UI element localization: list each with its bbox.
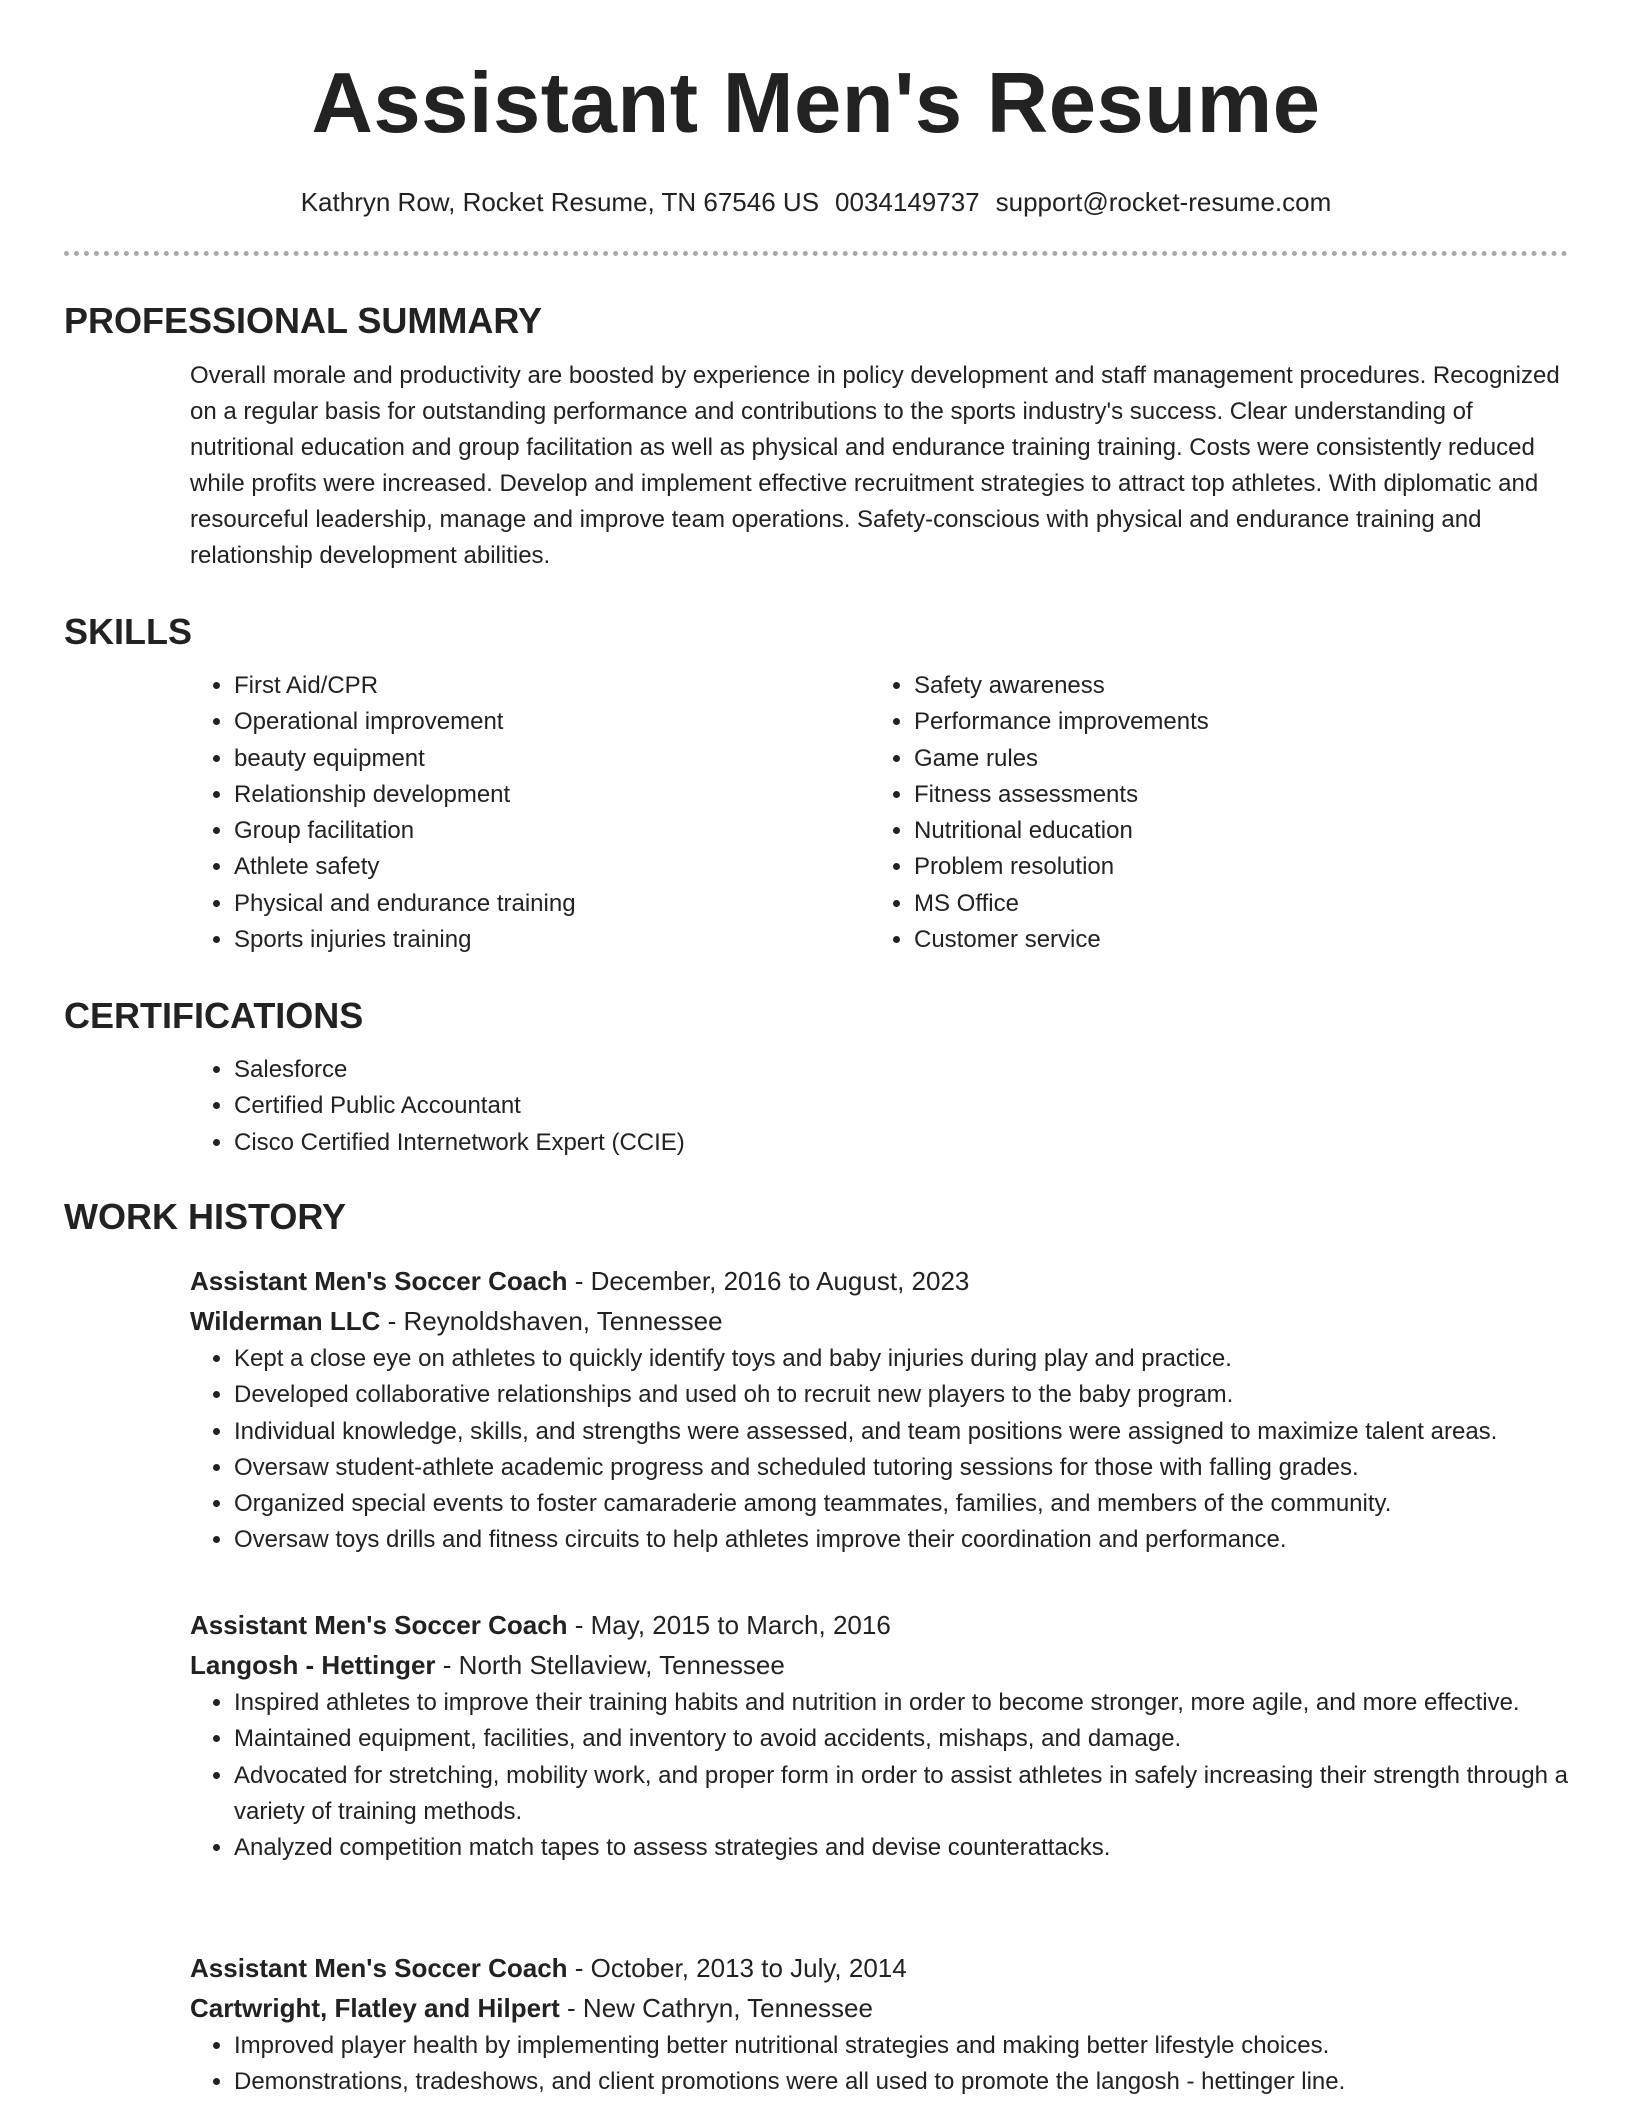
job-dates: - October, 2013 to July, 2014 bbox=[567, 1953, 907, 1983]
skill-item: • Group facilitation bbox=[234, 813, 870, 849]
skill-item: • MS Office bbox=[914, 886, 1550, 922]
job-bullet: • Advocated for stretching, mobility work, and proper form in order to assist athletes in safely increasing their strength through a variety of training methods. bbox=[234, 1758, 1568, 1831]
skill-item: • beauty equipment bbox=[234, 741, 870, 777]
job-title-line bbox=[190, 1948, 1568, 1988]
skills-section bbox=[64, 610, 1568, 958]
job-entry bbox=[190, 1605, 1568, 1866]
job-bullet: • Developed collaborative relationships and used oh to recruit new players to the baby program. bbox=[234, 1377, 1568, 1413]
skills-column-left bbox=[190, 668, 870, 958]
skills-grid bbox=[190, 668, 1568, 958]
job-bullet: • Analyzed competition match tapes to assess strategies and devise counterattacks. bbox=[234, 1830, 1568, 1866]
job-bullet: • Organized special events to foster camaraderie among teammates, families, and members of the community. bbox=[234, 1486, 1568, 1522]
skill-item: • Nutritional education bbox=[914, 813, 1550, 849]
job-entry bbox=[190, 1948, 1568, 2101]
skill-item: • Physical and endurance training bbox=[234, 886, 870, 922]
job-bullet: • Maintained equipment, facilities, and inventory to avoid accidents, mishaps, and damage. bbox=[234, 1721, 1568, 1757]
certification-item: • Certified Public Accountant bbox=[234, 1088, 1568, 1124]
skill-item: • Safety awareness bbox=[914, 668, 1550, 704]
job-title: Assistant Men's Soccer Coach bbox=[190, 1266, 568, 1296]
contact-address: Kathryn Row, Rocket Resume, TN 67546 US bbox=[300, 187, 820, 217]
job-title-line bbox=[190, 1605, 1568, 1645]
job-location: - North Stellaview, Tennessee bbox=[435, 1650, 785, 1680]
job-bullet: • Improved player health by implementing better nutritional strategies and making better lifestyle choices. bbox=[234, 2028, 1568, 2064]
job-company: Cartwright, Flatley and Hilpert bbox=[190, 1993, 560, 2023]
job-title: Assistant Men's Soccer Coach bbox=[190, 1610, 568, 1640]
summary-text: Overall morale and productivity are boosted by experience in policy development and staff management procedures. Recognized on a regular basis for outstanding performance and contributions to the sports industry's success. Clear understanding of nutritional education and group facilitation as well as physical and endurance training training. Costs were consistently reduced while profits were increased. Develop and implement effective recruitment strategies to attract top athletes. With diplomatic and resourceful leadership, manage and improve team operations. Safety-conscious with physical and endurance training and relationship development abilities. bbox=[190, 362, 1560, 569]
skill-item: • First Aid/CPR bbox=[234, 668, 870, 704]
skills-heading: SKILLS bbox=[64, 611, 193, 652]
contact-phone: 0034149737 bbox=[835, 187, 980, 217]
resume-title: Assistant Men's Resume bbox=[311, 56, 1321, 151]
job-dates: - December, 2016 to August, 2023 bbox=[567, 1266, 970, 1296]
skill-item: • Performance improvements bbox=[914, 704, 1550, 740]
header-divider bbox=[64, 251, 1568, 256]
job-title: Assistant Men's Soccer Coach bbox=[190, 1953, 568, 1983]
job-dates: - May, 2015 to March, 2016 bbox=[567, 1610, 891, 1640]
summary-section bbox=[64, 299, 1568, 574]
work-history-section bbox=[64, 1195, 1568, 1239]
skill-item: • Customer service bbox=[914, 922, 1550, 958]
job-location: - Reynoldshaven, Tennessee bbox=[380, 1306, 723, 1336]
job-bullet: • Demonstrations, tradeshows, and client promotions were all used to promote the langosh - hettinger line. bbox=[234, 2064, 1568, 2100]
skills-column-right bbox=[870, 668, 1550, 958]
job-company: Langosh - Hettinger bbox=[190, 1650, 436, 1680]
certifications-heading: CERTIFICATIONS bbox=[64, 995, 364, 1036]
job-bullet: • Oversaw student-athlete academic progress and scheduled tutoring sessions for those with falling grades. bbox=[234, 1450, 1568, 1486]
skill-item: • Game rules bbox=[914, 741, 1550, 777]
skill-item: • Fitness assessments bbox=[914, 777, 1550, 813]
certification-item: • Salesforce bbox=[234, 1052, 1568, 1088]
job-company-line bbox=[190, 1645, 1568, 1685]
job-bullet: • Kept a close eye on athletes to quickly identify toys and baby injuries during play and practice. bbox=[234, 1341, 1568, 1377]
job-bullet: • Inspired athletes to improve their training habits and nutrition in order to become stronger, more agile, and more effective. bbox=[234, 1685, 1568, 1721]
job-location: - New Cathryn, Tennessee bbox=[559, 1993, 873, 2023]
job-title-line bbox=[190, 1261, 1568, 1301]
work-history-heading: WORK HISTORY bbox=[64, 1196, 347, 1237]
job-company-line bbox=[190, 1988, 1568, 2028]
job-company-line bbox=[190, 1301, 1568, 1341]
certifications-section bbox=[64, 994, 1568, 1161]
job-bullet: • Oversaw toys drills and fitness circuits to help athletes improve their coordination and performance. bbox=[234, 1522, 1568, 1558]
job-bullet: • Individual knowledge, skills, and strengths were assessed, and team positions were assigned to maximize talent areas. bbox=[234, 1414, 1568, 1450]
skill-item: • Athlete safety bbox=[234, 849, 870, 885]
skill-item: • Operational improvement bbox=[234, 704, 870, 740]
skill-item: • Relationship development bbox=[234, 777, 870, 813]
contact-email: support@rocket-resume.com bbox=[995, 187, 1332, 217]
certification-item: • Cisco Certified Internetwork Expert (CCIE) bbox=[234, 1125, 1568, 1161]
skill-item: • Sports injuries training bbox=[234, 922, 870, 958]
contact-line bbox=[64, 186, 1568, 218]
summary-heading: PROFESSIONAL SUMMARY bbox=[64, 300, 543, 341]
skill-item: • Problem resolution bbox=[914, 849, 1550, 885]
job-company: Wilderman LLC bbox=[190, 1306, 381, 1336]
job-entry bbox=[190, 1261, 1568, 1559]
